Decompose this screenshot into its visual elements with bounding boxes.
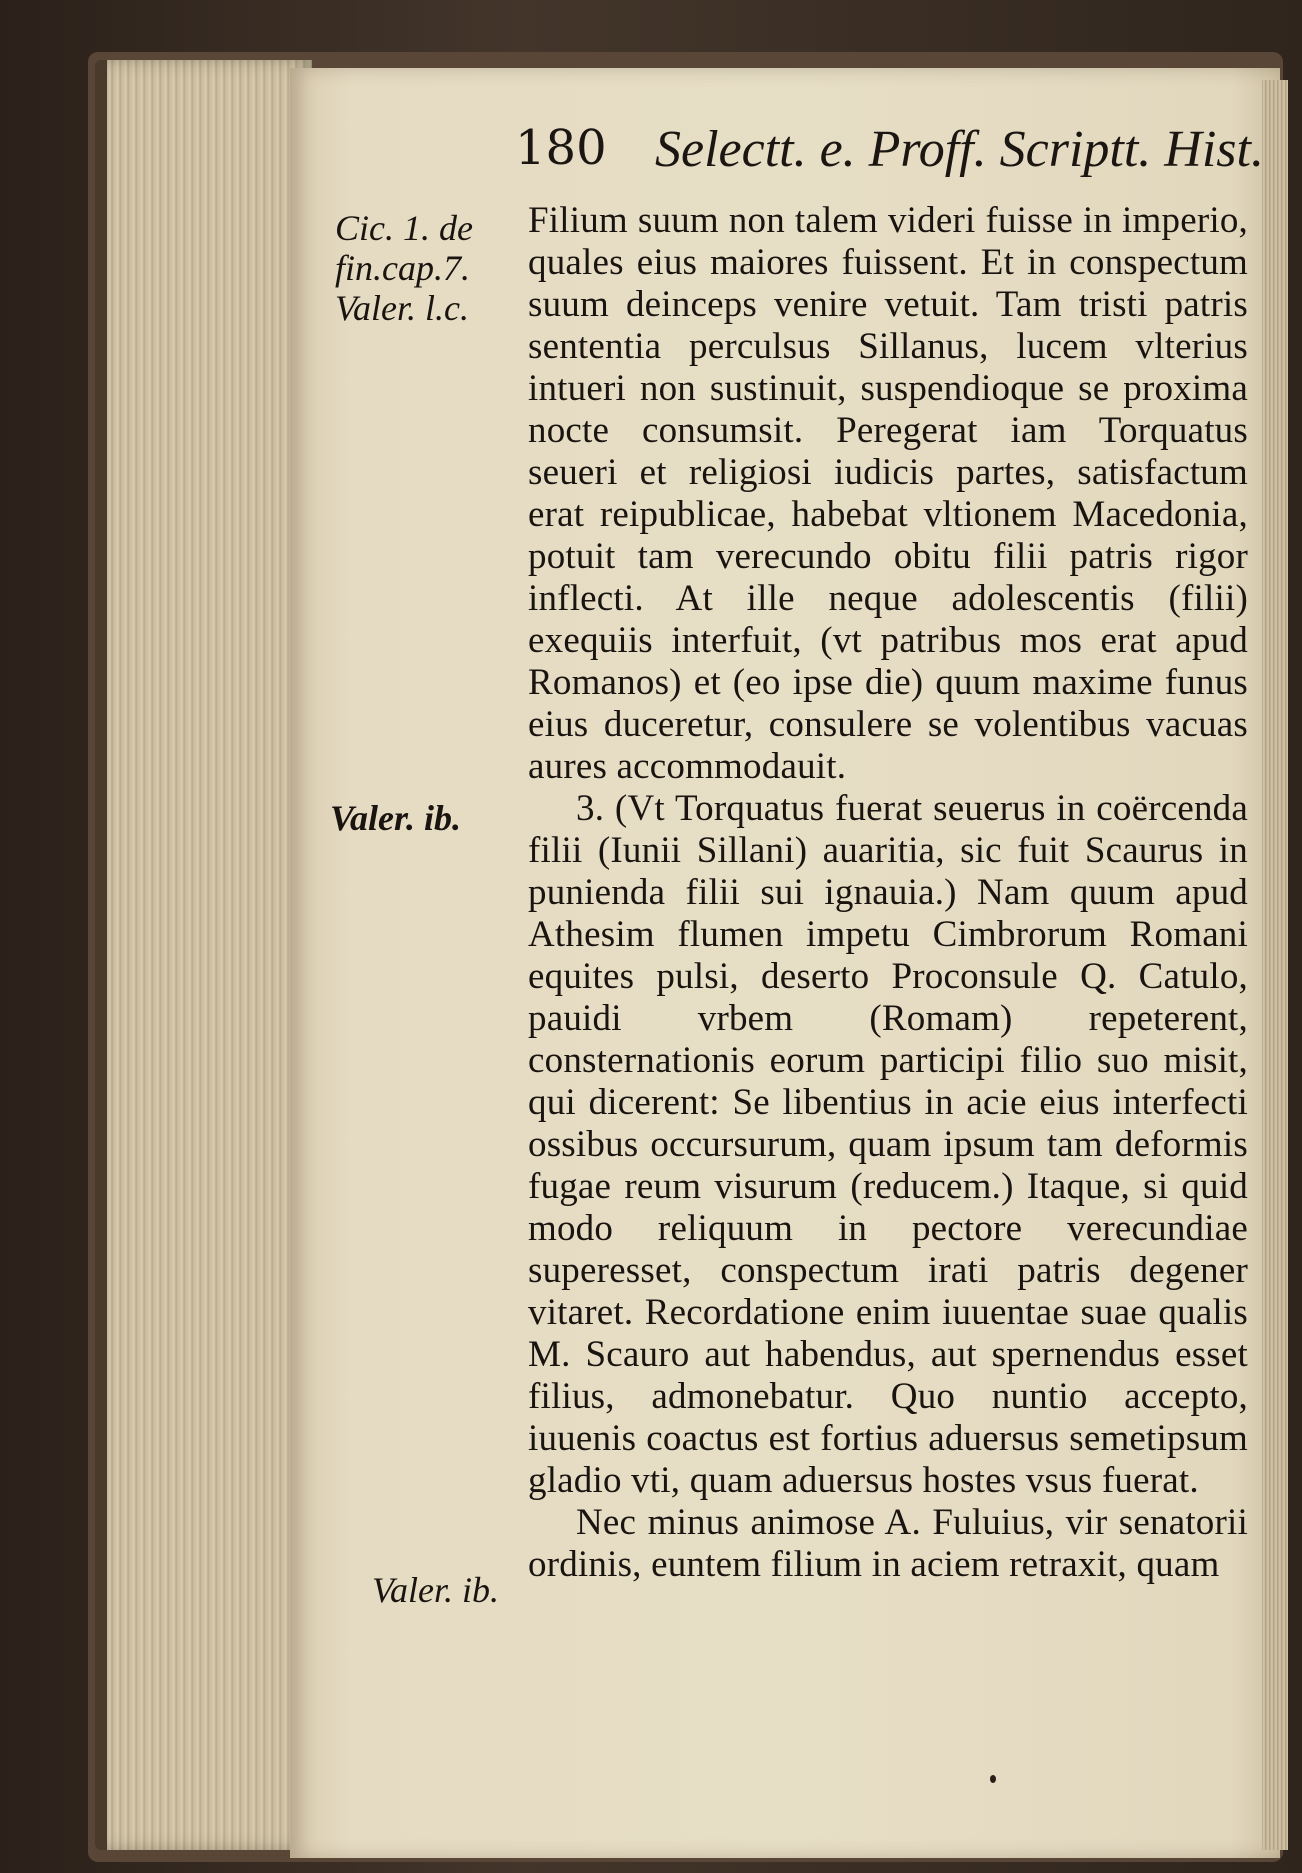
running-title: Selectt. e. Proff. Scriptt. Hist. [655, 121, 1264, 178]
margin-note-line: fin.cap.7. [335, 248, 470, 288]
running-header [515, 120, 1264, 180]
paragraph-1: Filium suum non talem videri fuisse in imperio, quales eius maiores fuissent. Et in conspectum suum deinceps venire vetuit. Tam tristi patris sententia perculsus Sillanus, lucem vlterius intueri non sustinuit, suspendioque se proxima nocte consumsit. Peregerat iam Torquatus seueri et religiosi iudicis partes, satisfactum erat reipublicae, habebat vltionem Macedonia, potuit tam verecundo obitu filii patris rigor inflecti. At ille neque adolescentis (filii) exequiis interfuit, (vt patribus mos erat apud Romanos) et (eo ipse die) quum maxime funus eius duceretur, consulere se volentibus vacuas aures accommodauit. [528, 200, 1248, 787]
ink-speck [990, 1775, 996, 1783]
page-number: 180 [515, 120, 607, 176]
paragraph-2: 3. (Vt Torquatus fuerat seuerus in coërcenda filii (Iunii Sillani) auaritia, sic fuit Scaurus in punienda filii sui ignauia.) Nam quum apud Athesim flumen impetu Cimbrorum Romani equites pulsi, deserto Proconsule Q. Catulo, pauidi vrbem (Romam) repeterent, consternationis eorum participi filio suo misit, qui dicerent: Se libentius in acie eius interfecti ossibus occursurum, quam ipsum tam deformis fugae reum visurum (reducem.) Itaque, si quid modo reliquum in pectore verecundiae superesset, conspectum irati patris degener vitaret. Recordatione enim iuuentae suae qualis M. Scauro aut habendus, aut spernendus esset filius, admonebatur. Quo nuntio accepto, iuuenis coactus est fortius aduersus semetipsum gladio vti, quam aduersus hostes vsus fuerat. [528, 788, 1248, 1501]
right-page-edge [1262, 80, 1288, 1850]
page-stack-edge [95, 60, 312, 1850]
margin-note-line: Cic. 1. de [335, 208, 473, 248]
margin-note-citation-3: Valer. ib. [372, 1570, 500, 1610]
margin-note-line: Valer. l.c. [335, 288, 469, 328]
margin-note-citation-2: Valer. ib. [330, 798, 462, 838]
paragraph-3: Nec minus animose A. Fuluius, vir senatorii ordinis, euntem filium in aciem retraxit, quam [528, 1502, 1248, 1585]
main-text-block [528, 200, 1248, 1586]
margin-note-citation-1 [335, 208, 473, 328]
